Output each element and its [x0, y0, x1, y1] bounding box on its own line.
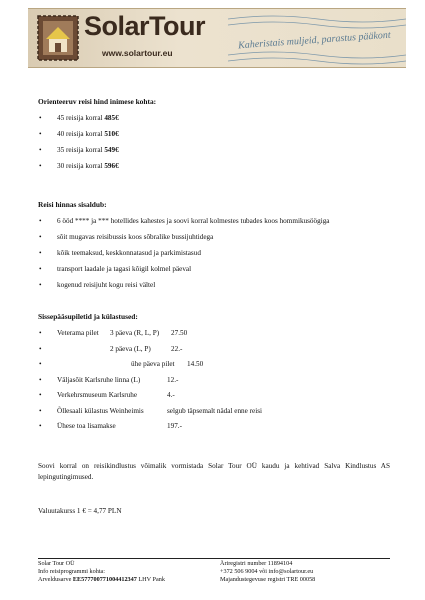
tickets-list	[38, 328, 390, 437]
list-item	[38, 216, 390, 232]
ticket-variant: 2 päeva (L, P)	[110, 344, 151, 353]
ticket-name: Verkehrsmuseum Karlsruhe	[57, 391, 138, 399]
ticket-price: selgub täpsemalt nädal enne reisi	[167, 406, 263, 415]
house-stamp-icon	[36, 13, 80, 63]
page-footer	[38, 558, 390, 584]
ticket-name: Väljasõit Karlsruhe linna (L)	[57, 375, 141, 384]
header-banner	[28, 8, 406, 68]
included-text: 6 ööd **** ja *** hotellides kahestes ja soovi korral kolmestes tubades koos hommikusöögiga	[57, 217, 330, 225]
ticket-name: Õllesaali külastus Weinheimis	[57, 406, 144, 415]
ticket-variant: ühe päeva pilet	[131, 360, 175, 368]
table-row	[38, 421, 390, 437]
registry-number: Äriregistri number 11894104	[220, 560, 293, 567]
included-text: kogenud reisijuht kogu reisi vältel	[57, 281, 156, 289]
price-value: 549€	[104, 146, 119, 154]
bullet-icon: •	[39, 281, 42, 289]
business-registry: Majandustegevuse registri TRE 00058	[220, 576, 316, 584]
bank-account	[38, 576, 165, 584]
list-item	[38, 129, 390, 145]
footer-right	[220, 560, 315, 585]
price-list	[38, 113, 390, 177]
table-row	[38, 375, 390, 391]
table-row	[38, 359, 390, 375]
tickets-heading: Sissepääsupiletid ja külastused:	[38, 312, 138, 321]
brand-logo: SolarTour	[84, 11, 206, 41]
bullet-icon: •	[39, 329, 42, 337]
bullet-icon: •	[39, 422, 42, 430]
bullet-icon: •	[39, 344, 42, 353]
price-value: 510€	[104, 130, 119, 138]
banner-slogan: Kaheristais muljeid, parastus pääkont	[237, 29, 391, 52]
bank-account-label: Arveldusarve	[38, 576, 73, 584]
ticket-price: 12.-	[167, 375, 179, 384]
included-text: kõik teemaksud, keskkonnatasud ja parkimistasud	[57, 249, 201, 257]
list-item	[38, 248, 390, 264]
ticket-price: 4.-	[167, 391, 175, 399]
price-text: 35 reisija korral	[57, 146, 105, 154]
document-body	[38, 96, 390, 517]
ticket-name: Ühese toa lisamakse	[57, 422, 116, 430]
included-list	[38, 216, 390, 296]
company-name: Solar Tour OÜ	[38, 560, 75, 567]
program-info-label: Info reisiprogrammi kohta:	[38, 568, 106, 576]
bullet-icon: •	[39, 162, 42, 170]
price-text: 40 reisija korral	[57, 130, 105, 138]
bullet-icon: •	[39, 265, 42, 273]
bullet-icon: •	[39, 375, 42, 384]
currency-rate: Valuutakurss 1 € = 4,77 PLN	[38, 506, 122, 515]
list-item	[38, 145, 390, 161]
included-text: transport laadale ja tagasi kõigil kolmel päeval	[57, 265, 192, 273]
price-value: 596€	[104, 162, 119, 170]
list-item	[38, 264, 390, 280]
ticket-price: 22.-	[171, 344, 183, 353]
table-row	[38, 390, 390, 406]
bullet-icon: •	[39, 130, 42, 138]
table-row	[38, 344, 390, 360]
ticket-price: 27.50	[171, 329, 188, 337]
list-item	[38, 161, 390, 177]
bank-name: LHV Pank	[136, 576, 165, 584]
included-heading: Reisi hinnas sisaldub:	[38, 200, 107, 209]
bullet-icon: •	[39, 233, 42, 241]
price-text: 30 reisija korral	[57, 162, 105, 170]
bullet-icon: •	[39, 406, 42, 415]
bullet-icon: •	[39, 146, 42, 154]
ticket-variant: 3 päeva (R, L, P)	[110, 329, 160, 337]
footer-left	[38, 560, 165, 585]
price-text: 45 reisija korral	[57, 114, 105, 122]
website-link[interactable]: www.solartour.eu	[102, 48, 173, 58]
table-row	[38, 406, 390, 422]
bullet-icon: •	[39, 391, 42, 399]
table-row	[38, 328, 390, 344]
included-text: sõit mugavas reisibussis koos sõbralike bussijuhtidega	[57, 233, 214, 241]
bullet-icon: •	[39, 249, 42, 257]
insurance-paragraph: Soovi korral on reisikindlustus võimalik vormistada Solar Tour OÜ kaudu ja kehtivad Salva Kindlustus AS lepingutingimused.	[38, 461, 390, 481]
contact-info[interactable]: +372 506 9004 või info@solartour.eu	[220, 568, 314, 576]
bullet-icon: •	[39, 217, 42, 225]
bank-account-number: EE577700771004412347	[72, 576, 137, 584]
ticket-name: Veterama pilet	[57, 329, 99, 337]
list-item	[38, 280, 390, 296]
ticket-price: 197.-	[167, 422, 182, 430]
price-value: 485€	[104, 114, 119, 122]
ticket-price: 14.50	[187, 360, 204, 368]
bullet-icon: •	[39, 360, 42, 368]
bullet-icon: •	[39, 114, 42, 122]
list-item	[38, 113, 390, 129]
price-heading: Orienteeruv reisi hind inimese kohta:	[38, 97, 157, 106]
list-item	[38, 232, 390, 248]
